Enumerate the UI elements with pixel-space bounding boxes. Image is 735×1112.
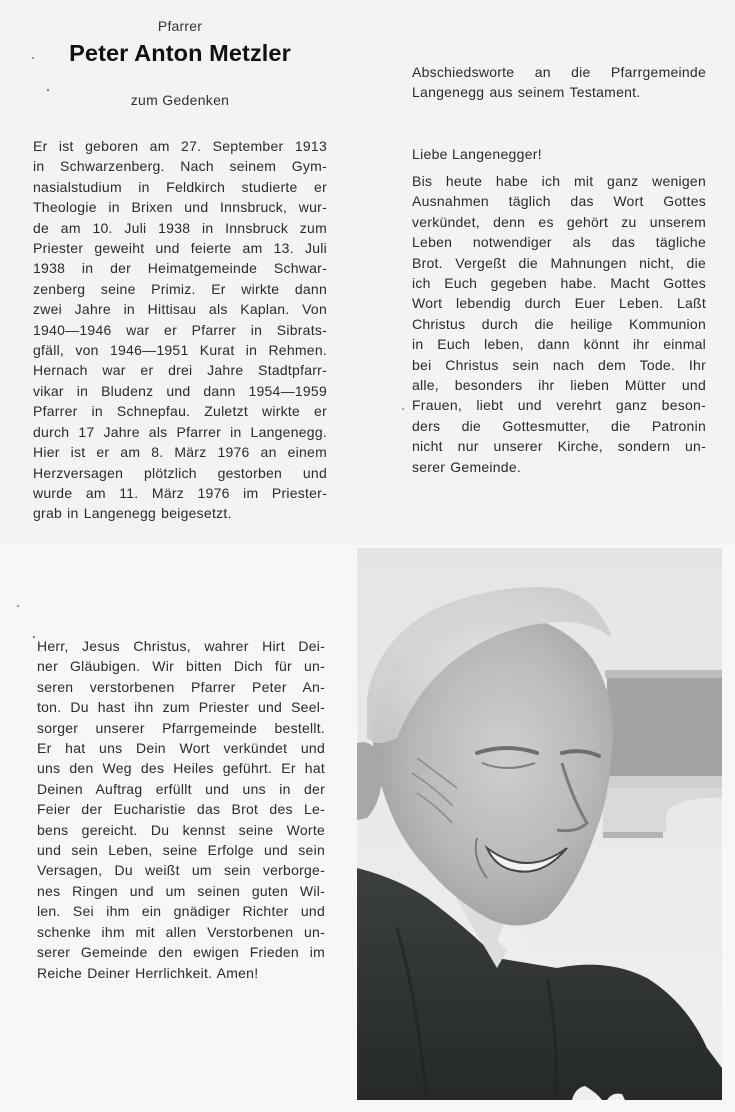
scan-speck [33,636,35,638]
prayer-line: und sein Leben, seine Erfolge und sein [37,842,325,859]
farewell-line: serer Gemeinde. [412,458,522,475]
biography-line: grab in Langenegg beigesetzt. [33,505,232,522]
farewell-line: Christus durch die heilige Kommunion [412,315,706,332]
prayer-line: serer Gemeinde den ewigen Frieden im [37,944,325,961]
prayer-line: nes Ringen und um seinen guten Wil- [37,882,325,899]
biography-line: 1940—1946 war er Pfarrer in Sibrats- [33,321,327,338]
prayer-line: seren verstorbenen Pfarrer Peter An- [37,678,325,695]
farewell-line: in Euch leben, dann könnt ihr einmal [412,336,706,353]
biography-line: zenberg seine Primiz. Er wirkte dann [33,280,327,297]
farewell-line: nicht nur unserer Kirche, sondern un- [412,438,706,455]
farewell-line: verkündet, denn es gehört zu unserem [412,213,706,230]
prayer-line: Herr, Jesus Christus, wahrer Hirt Dei- [37,638,325,654]
biography-line: Pfarrer in Schnepfau. Zuletzt wirkte er [33,403,327,420]
scan-speck [17,605,19,607]
scan-speck [32,57,34,59]
dedication-label: zum Gedenken [130,92,230,108]
biography-line: Theologie in Brixen und Innsbruck, wur- [33,199,327,216]
farewell-body-text [412,171,706,477]
prayer-line: sorger unserer Pfarrgemeinde bestellt. [37,719,325,736]
biography-line: Hernach war er drei Jahre Stadtpfarr- [33,362,327,379]
scan-speck [47,89,49,91]
farewell-intro-line: Abschiedsworte an die Pfarrgemeinde [412,64,706,80]
prayer-line: Er hat uns Dein Wort verkündet und [37,740,325,757]
biography-line: Herzversagen plötzlich gestorben und [33,464,327,481]
prayer-line: bens gereicht. Du kennst seine Worte [37,821,325,838]
farewell-line: alle, besonders ihr lieben Mütter und [412,377,706,394]
prayer-line: ner Gläubigen. Wir bitten Dich für un- [37,658,325,675]
biography-line: wurde am 11. März 1976 im Priester- [33,484,327,501]
farewell-line: Frauen, liebt und verehrt ganz beson- [412,397,706,414]
prayer-line: Deinen Auftrag erfüllt und uns in der [37,780,325,797]
prayer-line: ton. Du hast ihn zum Priester und Seel- [37,699,325,716]
role-label: Pfarrer [157,18,203,34]
scan-speck [402,408,404,410]
farewell-line: ich Euch gegeben habe. Macht Gottes [412,275,706,292]
prayer-line: uns den Weg des Heiles geführt. Er hat [37,760,325,777]
prayer-line: Versagen, Du weißt um sein verborge- [37,862,325,879]
farewell-intro-text [412,62,706,103]
farewell-intro-line: Langenegg aus seinem Testament. [412,84,641,101]
biography-line: zwei Jahre in Hittisau als Kaplan. Von [33,301,327,318]
portrait-photo [357,548,722,1100]
biography-line: in Schwarzenberg. Nach seinem Gym- [33,158,327,175]
farewell-line: Brot. Vergeßt die Mahnungen nicht, die [412,254,706,271]
biography-line: nasialstudium in Feldkirch studierte er [33,178,327,195]
farewell-line: Bis heute habe ich mit ganz wenigen [412,173,706,189]
biography-line: Priester geweiht und feierte am 13. Juli [33,240,327,257]
farewell-line: ders die Gottesmutter, die Patronin [412,417,706,434]
biography-line: Er ist geboren am 27. September 1913 [33,138,327,154]
farewell-line: Ausnahmen täglich das Wort Gottes [412,193,706,210]
deceased-name-title: Peter Anton Metzler [69,40,291,66]
biography-line: de am 10. Juli 1938 in Innsbruck zum [33,219,327,236]
prayer-line: Reiche Deiner Herrlichkeit. Amen! [37,964,259,981]
prayer-line: Feier der Eucharistie das Brot des Le- [37,801,325,818]
prayer-line: schenke ihm mit allen Verstorbenen un- [37,923,325,940]
prayer-text [37,636,325,983]
biography-line: Hier ist er am 8. März 1976 an einem [33,444,327,461]
prayer-line: len. Sei ihm ein gnädiger Richter und [37,903,325,920]
farewell-greeting: Liebe Langenegger! [412,146,542,162]
farewell-line: bei Christus sein nach dem Tode. Ihr [412,356,706,373]
farewell-line: Leben notwendiger als das tägliche [412,234,706,251]
farewell-line: Wort lebendig durch Euer Leben. Laßt [412,295,706,312]
biography-line: gfäll, von 1946—1951 Kurat in Rehmen. [33,342,327,359]
biography-line: durch 17 Jahre als Pfarrer in Langenegg. [33,423,327,440]
biography-line: 1938 in der Heimatgemeinde Schwar- [33,260,327,277]
biography-text [33,136,327,524]
biography-line: vikar in Bludenz und dann 1954—1959 [33,382,327,399]
